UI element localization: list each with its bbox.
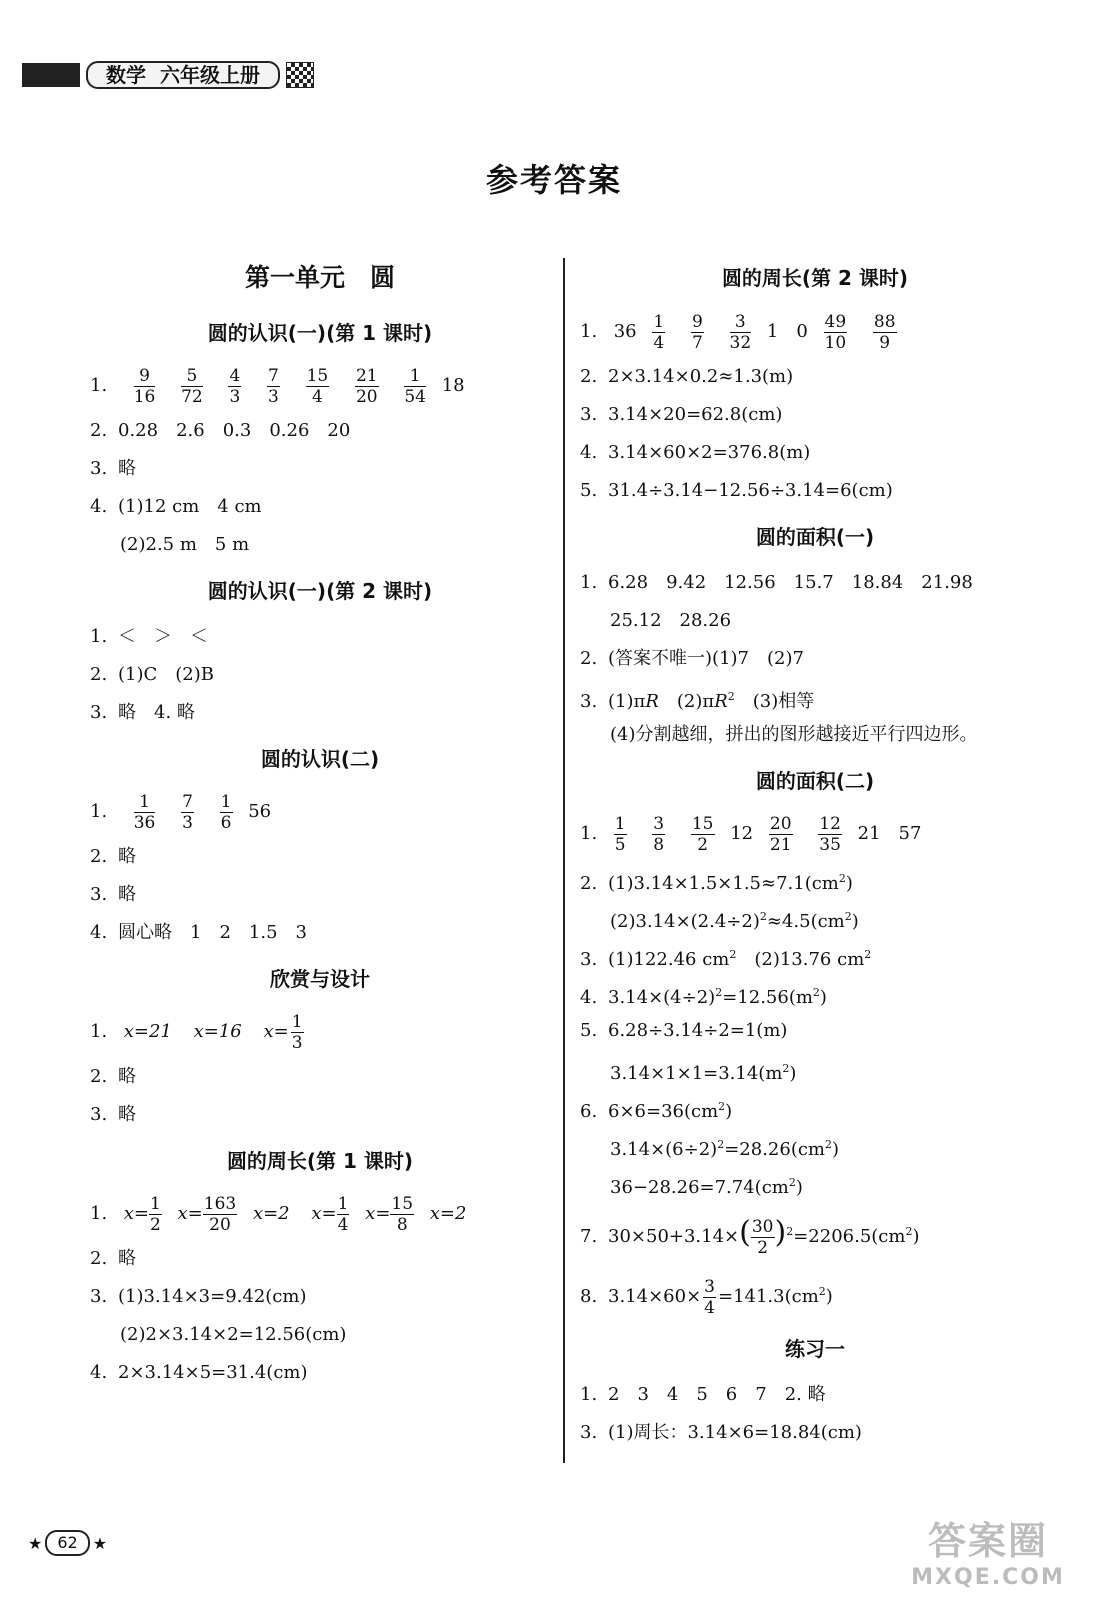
fraction: $\frac{1}{4}$: [337, 1193, 349, 1235]
header-subject: 数学: [106, 63, 146, 87]
answer-line: 2. 0.28 2.6 0.3 0.26 20: [90, 420, 351, 441]
answer-line: 4. 圆心略 1 2 1.5 3: [90, 922, 307, 943]
star-icon: ★: [28, 1533, 43, 1553]
right-column: [580, 250, 1050, 1452]
fraction: $\frac{7}{3}$: [268, 365, 279, 407]
answer-line: 1. 6.28 9.42 12.56 15.7 18.84 21.98: [580, 572, 973, 593]
fraction: $\frac{30}{2}$: [751, 1216, 774, 1258]
answer-line: 25.12 28.26: [610, 610, 732, 631]
fraction: $\frac{163}{20}$: [203, 1193, 237, 1235]
answer-line: $(2)3.14\times(2.4\div 2)^2\approx 4.5(cm^2)$: [610, 910, 859, 932]
fraction: $\frac{1}{4}$: [653, 311, 665, 353]
answer-line: 1. $\frac{1}{5}$ $\frac{3}{8}$ $\frac{15}{2}$ 12 $\frac{20}{21}$ $\frac{12}{35}$ 21 57: [580, 813, 922, 855]
star-icon: ★: [92, 1533, 108, 1553]
fraction: $\frac{9}{16}$: [133, 365, 156, 407]
answer-line: 3. (1)πR $(2)\pi R^2$ (3)相等: [580, 690, 815, 712]
answer-line: (2)2×3.14×2=12.56(cm): [120, 1324, 347, 1345]
answer-line: $36-28.26=7.74(cm^2)$: [610, 1176, 803, 1198]
page-number-value: 62: [45, 1530, 89, 1556]
answer-line: 2. (答案不唯一)(1)7 (2)7: [580, 648, 804, 669]
fraction: $\frac{3}{32}$: [729, 311, 752, 353]
answer-line: 4. 2×3.14×5=31.4(cm): [90, 1362, 308, 1383]
answer-line: 2. (1)C (2)B: [90, 664, 214, 685]
answer-line: 2. 略: [90, 846, 136, 867]
section-heading: 练习一: [785, 1337, 845, 1361]
answer-line: 3. 略: [90, 1104, 136, 1125]
answer-line: 7. 30×50+3.14×( $\frac{30}{2}$ )$^2=2206.5(cm^2)$: [580, 1215, 920, 1258]
answer-line: $3.14\times(6\div 2)^2=28.26(cm^2)$: [610, 1138, 840, 1160]
answer-line: 1. ＜ ＞ ＜: [90, 626, 208, 647]
answer-line: 4. 3.14×60×2=376.8(m): [580, 442, 811, 463]
header-label: [86, 61, 280, 89]
answer-line: 1. 2 3 4 5 6 7 2. 略: [580, 1384, 826, 1405]
fraction: $\frac{1}{6}$: [220, 791, 232, 833]
section-heading: 圆的面积(一): [755, 525, 875, 549]
answer-line: 2. 2×3.14×0.2≈1.3(m): [580, 366, 794, 387]
section-heading: 欣赏与设计: [270, 967, 370, 991]
fraction: $\frac{1}{2}$: [149, 1193, 161, 1235]
left-column: [90, 250, 550, 1392]
book-header: [22, 60, 314, 90]
answer-line: 8. 3.14×60× $\frac{3}{4}$ $=141.3(cm^2)$: [580, 1276, 833, 1318]
answer-line: 3. (1)周长：3.14×6=18.84(cm): [580, 1422, 862, 1443]
answer-line: 4. (1)12 cm 4 cm: [90, 496, 262, 517]
fraction: $\frac{1}{3}$: [291, 1011, 303, 1053]
section-heading: 圆的认识(二): [260, 747, 380, 771]
answer-line: (4)分割越细，拼出的图形越接近平行四边形。: [610, 724, 978, 745]
answer-line: 1. $\frac{1}{36}$ $\frac{7}{3}$ $\frac{1}{6}$ 56: [90, 791, 272, 833]
watermark-url: MXQE.COM: [911, 1565, 1065, 1590]
answer-line: 3. (1)3.14×3=9.42(cm): [90, 1286, 307, 1307]
fraction: $\frac{3}{4}$: [704, 1276, 715, 1318]
unit-title: 第一单元 圆: [244, 263, 395, 292]
answer-line: 3. 略: [90, 458, 136, 479]
fraction: $\frac{88}{9}$: [873, 311, 896, 353]
fraction: $\frac{12}{35}$: [819, 813, 841, 855]
answer-line: 1. 36 $\frac{1}{4}$ $\frac{9}{7}$ $\frac{3}{32}$ 1 0 $\frac{49}{10}$ $\frac{88}{9}$: [580, 311, 896, 353]
header-grade: 六年级上册: [160, 63, 260, 87]
header-bar: [22, 63, 80, 87]
answer-line: 1. x=21 x=16 x= $\frac{1}{3}$: [90, 1011, 303, 1053]
fraction: $\frac{4}{3}$: [229, 365, 241, 407]
answer-line: 2. 略: [90, 1066, 136, 1087]
answer-line: (2)2.5 m 5 m: [120, 534, 250, 555]
answer-line: 3. (1)122.46 $cm^2$ (2)13.76 $cm^2$: [580, 948, 872, 970]
fraction: $\frac{3}{8}$: [653, 813, 665, 855]
fraction: $\frac{1}{5}$: [614, 813, 626, 855]
fraction: $\frac{49}{10}$: [824, 311, 847, 353]
fraction: $\frac{15}{4}$: [306, 365, 329, 407]
page-title: 参考答案: [485, 161, 622, 199]
fraction: $\frac{1}{54}$: [404, 365, 426, 407]
section-heading: 圆的认识(一)(第 1 课时): [207, 321, 433, 345]
answer-line: $3.14\times 1\times 1=3.14(m^2)$: [610, 1062, 797, 1084]
answer-line: 4. $3.14\times(4\div 2)^2=12.56(m^2)$: [580, 986, 827, 1008]
column-divider: [563, 258, 565, 1463]
page-number: [28, 1530, 107, 1556]
fraction: $\frac{7}{3}$: [182, 791, 193, 833]
section-heading: 圆的周长(第 1 课时): [226, 1149, 414, 1173]
fraction: $\frac{5}{72}$: [181, 365, 203, 407]
fraction: $\frac{9}{7}$: [691, 311, 703, 353]
section-heading: 圆的周长(第 2 课时): [721, 266, 909, 290]
section-heading: 圆的面积(二): [755, 769, 875, 793]
section-heading: 圆的认识(一)(第 2 课时): [207, 579, 433, 603]
fraction: $\frac{21}{20}$: [355, 365, 378, 407]
answer-line: 3. 3.14×20=62.8(cm): [580, 404, 783, 425]
answer-line: 1. $\frac{9}{16}$ $\frac{5}{72}$ $\frac{4}{3}$ $\frac{7}{3}$ $\frac{15}{4}$ $\frac{21}{20}$ $\frac{1}{54}$ 18: [90, 365, 465, 407]
answer-line: 5. 6.28÷3.14÷2=1(m): [580, 1020, 788, 1041]
fraction: $\frac{1}{36}$: [133, 791, 156, 833]
answer-line: 2. $(1)3.14\times 1.5\times 1.5\approx 7.1(cm^2)$: [580, 872, 853, 894]
checker-icon: [286, 62, 314, 88]
answer-line: 2. 略: [90, 1248, 136, 1269]
watermark-logo: 答案圈: [927, 1519, 1048, 1563]
answer-line: 3. 略: [90, 884, 136, 905]
answer-line: 5. 31.4÷3.14−12.56÷3.14=6(cm): [580, 480, 893, 501]
watermark: [908, 1510, 1068, 1590]
answer-line: 1. x= $\frac{1}{2}$ x= $\frac{163}{20}$ x=2 x= $\frac{1}{4}$ x= $\frac{15}{8}$ x=2: [90, 1193, 467, 1235]
fraction: $\frac{15}{8}$: [391, 1193, 414, 1235]
answer-line: 3. 略 4. 略: [90, 702, 195, 723]
fraction: $\frac{15}{2}$: [691, 813, 714, 855]
fraction: $\frac{20}{21}$: [769, 813, 792, 855]
answer-line: 6. $6\times 6=36(cm^2)$: [580, 1100, 733, 1122]
